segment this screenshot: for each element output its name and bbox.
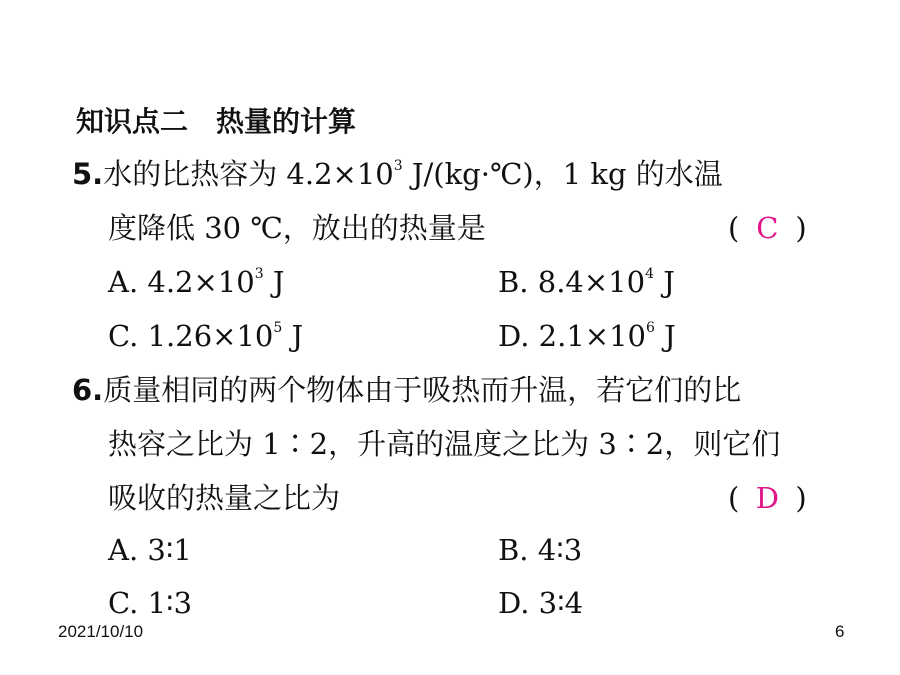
option-d-exponent: 6 [645,320,655,336]
option-d-text: D. 2.1×10 [498,319,646,353]
option-d-unit: J [654,319,676,353]
option-b-unit: J [654,265,675,299]
option-b-exponent: 4 [645,266,654,282]
question-5-text-1-post: J/(kg·℃)，1 kg 的水温 [402,157,723,191]
question-6-number: 6. [72,373,104,407]
question-6-answer-bracket: ( D ) [728,481,807,515]
question-5-option-a[interactable] [108,264,284,300]
question-6-text-1: 质量相同的两个物体由于吸热而升温，若它们的比 [103,373,742,407]
question-5-option-c[interactable] [108,318,303,354]
question-6-answer: D [755,481,779,515]
question-6-option-c[interactable]: C. 1∶3 [108,586,193,620]
option-c-exponent: 5 [273,320,283,336]
question-6-line-1 [72,372,741,408]
question-6-option-a[interactable]: A. 3∶1 [108,533,192,567]
question-6-line-3: 吸收的热量之比为 [108,481,341,515]
question-5-text-1-pre: 水的比热容为 4.2×10 [103,157,394,191]
question-5-answer-bracket: ( C ) [728,211,807,245]
footer-date: 2021/10/10 [58,622,144,641]
question-5-line-1 [72,156,723,192]
option-a-text: A. 4.2×10 [108,265,255,299]
option-c-unit: J [282,319,304,353]
question-6-option-d[interactable]: D. 3∶4 [498,586,584,620]
question-5-option-d[interactable] [498,318,676,354]
question-5-answer: C [756,211,779,245]
question-5-exponent: 3 [393,158,403,174]
question-6-option-b[interactable]: B. 4∶3 [498,533,583,567]
question-5-line-2: 度降低 30 ℃，放出的热量是 [108,211,486,245]
question-5-option-b[interactable] [498,264,675,300]
section-title: 知识点二 热量的计算 [76,105,357,138]
question-6-line-2: 热容之比为 1∶2，升高的温度之比为 3∶2，则它们 [108,427,781,461]
page-number: 6 [835,622,845,641]
option-a-exponent: 3 [254,266,264,282]
option-b-text: B. 8.4×10 [498,265,646,299]
option-a-unit: J [263,265,285,299]
question-5-number: 5. [72,157,104,191]
option-c-text: C. 1.26×10 [108,319,274,353]
